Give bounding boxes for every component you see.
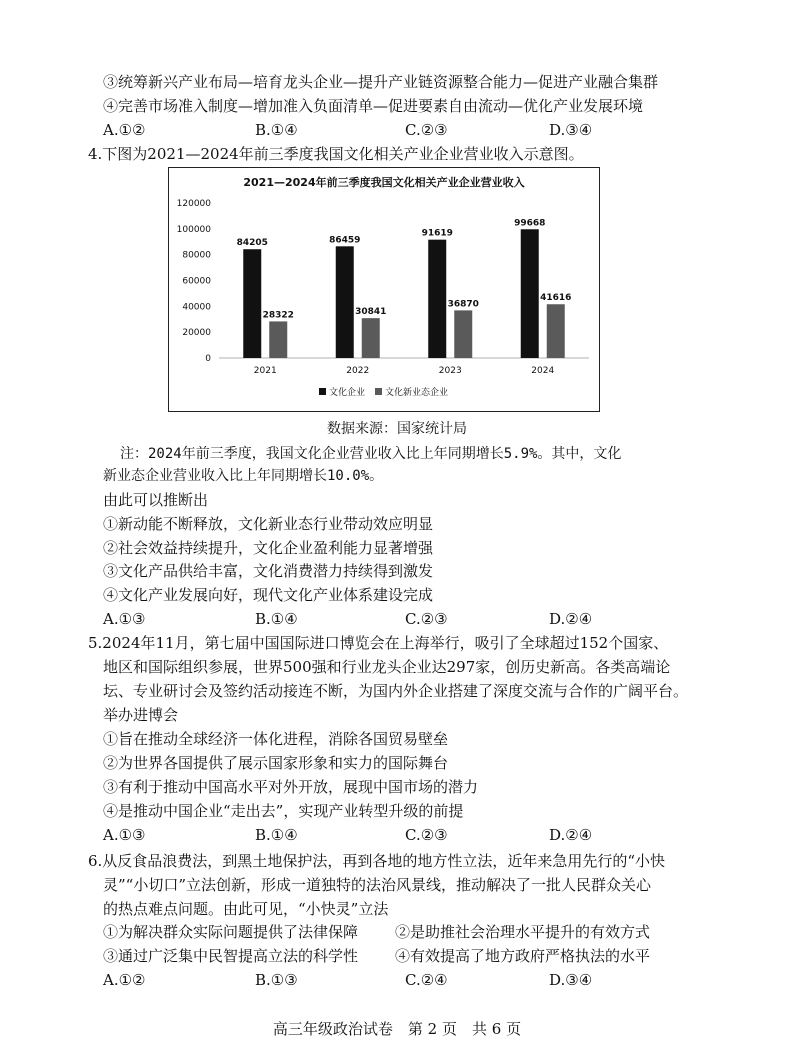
bar-2022-0 <box>336 246 354 358</box>
q5-choices <box>103 825 703 845</box>
data-label: 99668 <box>514 218 546 229</box>
data-label: 36870 <box>447 299 479 310</box>
bar-2023-1 <box>454 310 472 358</box>
q6-option-4: ④有效提高了地方政府严格执法的水平 <box>395 947 651 965</box>
q5-option-3: ③有利于推动中国高水平对外开放，展现中国市场的潜力 <box>103 778 479 796</box>
q5-choice-a: A.①③ <box>103 826 146 844</box>
q3-option-4: ④完善市场准入制度—增加准入负面清单—促进要素自由流动—优化产业发展环境 <box>103 97 644 115</box>
q6-stem-line-1: 6.从反食品浪费法，到黑土地保护法，再到各地的地方性立法，近年来急用先行的“小快 <box>88 852 665 870</box>
q6-stem-line-2: 灵”“小切口”立法创新，形成一道独特的法治风景线，推动解决了一批人民群众关心 <box>103 876 652 894</box>
q6-choice-b: B.①③ <box>255 971 298 989</box>
q5-option-2: ②为世界各国提供了展示国家形象和实力的国际舞台 <box>103 754 449 772</box>
q3-choice-a: A.①② <box>103 121 146 139</box>
q4-option-2: ②社会效益持续提升，文化企业盈利能力显著增强 <box>103 539 434 557</box>
q4-option-4: ④文化产业发展向好，现代文化产业体系建设完成 <box>103 586 434 604</box>
y-tick-label: 40000 <box>182 302 211 313</box>
bar-2022-1 <box>362 318 380 358</box>
q5-choice-c: C.②③ <box>405 826 448 844</box>
q3-choice-d: D.③④ <box>549 121 593 139</box>
q5-option-4: ④是推动中国企业“走出去”，实现产业转型升级的前提 <box>103 802 464 820</box>
q4-choice-c: C.②③ <box>405 610 448 628</box>
q6-stem-line-3: 的热点难点问题。由此可见，“小快灵”立法 <box>103 900 389 918</box>
data-label: 86459 <box>329 235 361 246</box>
data-label: 30841 <box>355 307 387 318</box>
q6-option-2: ②是助推社会治理水平提升的有效方式 <box>395 923 651 941</box>
data-label: 91619 <box>421 228 453 239</box>
q6-choice-c: C.②④ <box>405 971 448 989</box>
y-tick-label: 100000 <box>176 224 211 235</box>
q4-note-line-2: 新业态企业营业收入比上年同期增长10.0%。 <box>103 468 384 484</box>
q4-lead: 由此可以推断出 <box>103 491 209 509</box>
y-tick-label: 60000 <box>182 276 211 287</box>
q5-stem-line-1: 5.2024年11月，第七届中国国际进口博览会在上海举行，吸引了全球超过152个国家、 <box>88 634 669 652</box>
q5-stem-line-2: 地区和国际组织参展，世界500强和行业龙头企业达297家，创历史新高。各类高端论 <box>103 658 671 676</box>
q4-option-1: ①新动能不断释放，文化新业态行业带动效应明显 <box>103 515 434 533</box>
q3-choice-c: C.②③ <box>405 121 448 139</box>
q3-option-3: ③统筹新兴产业布局—培育龙头企业—提升产业链资源整合能力—促进产业融合集群 <box>103 73 659 91</box>
bar-2023-0 <box>428 240 446 358</box>
legend-entry: 文化企业 <box>329 388 366 398</box>
q5-choice-b: B.①④ <box>255 826 298 844</box>
x-tick-label: 2023 <box>438 366 462 376</box>
q4-choice-d: D.②④ <box>549 610 593 628</box>
q6-option-1: ①为解决群众实际问题提供了法律保障 <box>103 923 359 941</box>
x-tick-label: 2024 <box>531 366 555 376</box>
chart-title: 2021—2024年前三季度我国文化相关产业企业营业收入 <box>243 176 525 189</box>
q5-choice-d: D.②④ <box>549 826 593 844</box>
bar-chart <box>168 167 600 412</box>
q3-choice-b: B.①④ <box>255 121 298 139</box>
q5-stem-line-3: 坛、专业研讨会及签约活动接连不断，为国内外企业搭建了深度交流与合作的广阔平台。 <box>103 682 689 700</box>
q4-stem: 4.下图为2021—2024年前三季度我国文化相关产业企业营业收入示意图。 <box>88 145 584 163</box>
q4-choice-a: A.①③ <box>103 610 146 628</box>
y-tick-label: 120000 <box>176 199 211 209</box>
data-label: 84205 <box>236 238 268 249</box>
bar-2024-0 <box>521 229 539 358</box>
bar-2024-1 <box>547 304 565 358</box>
x-tick-label: 2022 <box>346 366 370 376</box>
data-label: 41616 <box>540 293 572 304</box>
y-tick-label: 20000 <box>182 328 211 339</box>
q6-choice-d: D.③④ <box>549 971 593 989</box>
q5-stem-line-4: 举办进博会 <box>103 706 179 724</box>
legend-entry: 文化新业态企业 <box>385 388 449 398</box>
q4-choices <box>103 609 703 629</box>
q5-option-1: ①旨在推动全球经济一体化进程，消除各国贸易壁垒 <box>103 730 449 748</box>
data-label: 28322 <box>262 310 294 321</box>
q6-option-3: ③通过广泛集中民智提高立法的科学性 <box>103 947 359 965</box>
page-footer: 高三年级政治试卷 第 2 页 共 6 页 <box>272 1020 522 1038</box>
legend-swatch <box>319 388 326 395</box>
q4-choice-b: B.①④ <box>255 610 298 628</box>
bar-2021-1 <box>269 321 287 358</box>
chart-svg <box>169 168 599 411</box>
legend-swatch <box>375 388 382 395</box>
x-tick-label: 2021 <box>253 366 277 376</box>
q3-choices <box>103 120 703 140</box>
y-tick-label: 80000 <box>182 250 211 261</box>
q6-choice-a: A.①② <box>103 971 146 989</box>
bar-2021-0 <box>243 249 261 358</box>
data-source: 数据来源：国家统计局 <box>327 421 467 437</box>
q4-note-line-1: 注：2024年前三季度，我国文化企业营业收入比上年同期增长5.9%。其中，文化 <box>120 446 622 462</box>
q6-choices <box>103 970 703 990</box>
y-tick-label: 0 <box>205 354 211 364</box>
q4-option-3: ③文化产品供给丰富，文化消费潜力持续得到激发 <box>103 562 434 580</box>
